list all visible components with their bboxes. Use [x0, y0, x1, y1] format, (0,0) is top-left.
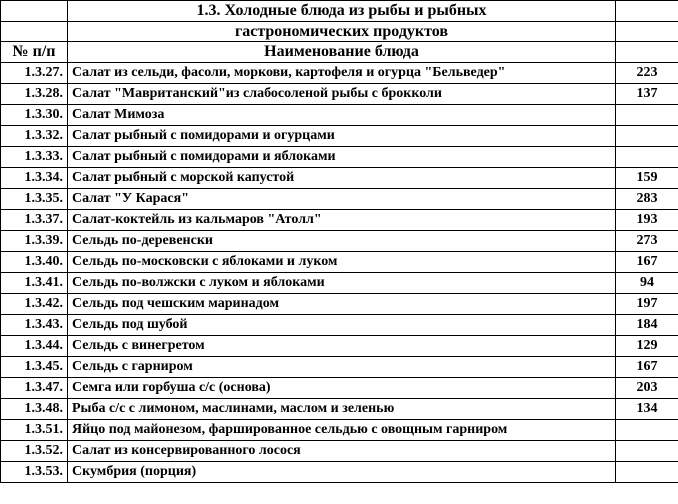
table-row	[1, 336, 678, 357]
row-name-cell[interactable]: Рыба с/с с лимоном, маслинами, маслом и зеленью	[68, 399, 616, 420]
row-value-cell[interactable]: 129	[616, 336, 678, 357]
row-value-cell[interactable]: 283	[616, 189, 678, 210]
section-title-row	[1, 1, 678, 22]
empty-cell[interactable]	[1, 22, 68, 42]
row-value-cell[interactable]	[616, 420, 678, 441]
section-title-line2[interactable]: гастрономических продуктов	[68, 22, 616, 42]
empty-cell[interactable]	[616, 1, 678, 22]
table-row	[1, 399, 678, 420]
empty-cell[interactable]	[616, 22, 678, 42]
row-code-cell[interactable]: 1.3.40.	[1, 252, 68, 273]
row-value-cell[interactable]: 167	[616, 252, 678, 273]
row-code-cell[interactable]: 1.3.51.	[1, 420, 68, 441]
section-title-line1[interactable]: 1.3. Холодные блюда из рыбы и рыбных	[68, 1, 616, 22]
row-name-cell[interactable]: Яйцо под майонезом, фаршированное сельдью с овощным гарниром	[68, 420, 616, 441]
row-code-cell[interactable]: 1.3.32.	[1, 126, 68, 147]
row-value-cell[interactable]: 197	[616, 294, 678, 315]
table-row	[1, 126, 678, 147]
row-name-cell[interactable]: Салат из сельди, фасоли, моркови, картофеля и огурца "Бельведер"	[68, 63, 616, 84]
row-name-cell[interactable]: Салат "Мавританский"из слабосоленой рыбы с брокколи	[68, 84, 616, 105]
table-row	[1, 441, 678, 462]
row-code-cell[interactable]: 1.3.41.	[1, 273, 68, 294]
row-value-cell[interactable]: 137	[616, 84, 678, 105]
column-header-name[interactable]: Наименование блюда	[68, 42, 616, 63]
row-name-cell[interactable]: Сельдь по-деревенски	[68, 231, 616, 252]
row-name-cell[interactable]: Салат из консервированного лосося	[68, 441, 616, 462]
row-code-cell[interactable]: 1.3.33.	[1, 147, 68, 168]
table-row	[1, 273, 678, 294]
empty-cell[interactable]	[1, 1, 68, 22]
table-row	[1, 231, 678, 252]
row-value-cell[interactable]: 203	[616, 378, 678, 399]
row-code-cell[interactable]: 1.3.53.	[1, 462, 68, 483]
row-value-cell[interactable]	[616, 105, 678, 126]
row-value-cell[interactable]: 167	[616, 357, 678, 378]
row-code-cell[interactable]: 1.3.47.	[1, 378, 68, 399]
row-value-cell[interactable]: 159	[616, 168, 678, 189]
row-name-cell[interactable]: Сельдь по-московски с яблоками и луком	[68, 252, 616, 273]
table-row	[1, 357, 678, 378]
table-row	[1, 189, 678, 210]
row-code-cell[interactable]: 1.3.39.	[1, 231, 68, 252]
row-name-cell[interactable]: Сельдь под чешским маринадом	[68, 294, 616, 315]
table-row	[1, 378, 678, 399]
row-name-cell[interactable]: Салат "У Карася"	[68, 189, 616, 210]
row-value-cell[interactable]: 184	[616, 315, 678, 336]
row-name-cell[interactable]: Салат рыбный с помидорами и огурцами	[68, 126, 616, 147]
table-row	[1, 315, 678, 336]
table-row	[1, 252, 678, 273]
row-value-cell[interactable]: 134	[616, 399, 678, 420]
table-row	[1, 84, 678, 105]
table-row	[1, 147, 678, 168]
table-row	[1, 63, 678, 84]
empty-cell[interactable]	[616, 42, 678, 63]
table-row	[1, 105, 678, 126]
table-row	[1, 420, 678, 441]
table-row	[1, 210, 678, 231]
section-title-row-2	[1, 22, 678, 42]
row-name-cell[interactable]: Сельдь по-волжски с луком и яблоками	[68, 273, 616, 294]
row-name-cell[interactable]: Сельдь под шубой	[68, 315, 616, 336]
table-row	[1, 462, 678, 483]
table-row	[1, 294, 678, 315]
row-value-cell[interactable]	[616, 441, 678, 462]
row-code-cell[interactable]: 1.3.30.	[1, 105, 68, 126]
row-value-cell[interactable]	[616, 126, 678, 147]
row-name-cell[interactable]: Скумбрия (порция)	[68, 462, 616, 483]
row-name-cell[interactable]: Сельдь с гарниром	[68, 357, 616, 378]
row-code-cell[interactable]: 1.3.37.	[1, 210, 68, 231]
row-code-cell[interactable]: 1.3.35.	[1, 189, 68, 210]
table-row	[1, 168, 678, 189]
row-name-cell[interactable]: Салат Мимоза	[68, 105, 616, 126]
row-value-cell[interactable]: 94	[616, 273, 678, 294]
row-name-cell[interactable]: Семга или горбуша с/с (основа)	[68, 378, 616, 399]
row-code-cell[interactable]: 1.3.28.	[1, 84, 68, 105]
row-value-cell[interactable]: 193	[616, 210, 678, 231]
row-value-cell[interactable]	[616, 147, 678, 168]
row-value-cell[interactable]: 223	[616, 63, 678, 84]
column-header-row	[1, 42, 678, 63]
row-value-cell[interactable]: 273	[616, 231, 678, 252]
row-code-cell[interactable]: 1.3.34.	[1, 168, 68, 189]
row-code-cell[interactable]: 1.3.27.	[1, 63, 68, 84]
row-name-cell[interactable]: Салат рыбный с морской капустой	[68, 168, 616, 189]
row-code-cell[interactable]: 1.3.45.	[1, 357, 68, 378]
column-header-number[interactable]: № п/п	[1, 42, 68, 63]
row-name-cell[interactable]: Сельдь с винегретом	[68, 336, 616, 357]
row-code-cell[interactable]: 1.3.42.	[1, 294, 68, 315]
row-code-cell[interactable]: 1.3.48.	[1, 399, 68, 420]
row-name-cell[interactable]: Салат рыбный с помидорами и яблоками	[68, 147, 616, 168]
row-value-cell[interactable]	[616, 462, 678, 483]
row-code-cell[interactable]: 1.3.43.	[1, 315, 68, 336]
row-name-cell[interactable]: Салат-коктейль из кальмаров "Атолл"	[68, 210, 616, 231]
row-code-cell[interactable]: 1.3.44.	[1, 336, 68, 357]
row-code-cell[interactable]: 1.3.52.	[1, 441, 68, 462]
